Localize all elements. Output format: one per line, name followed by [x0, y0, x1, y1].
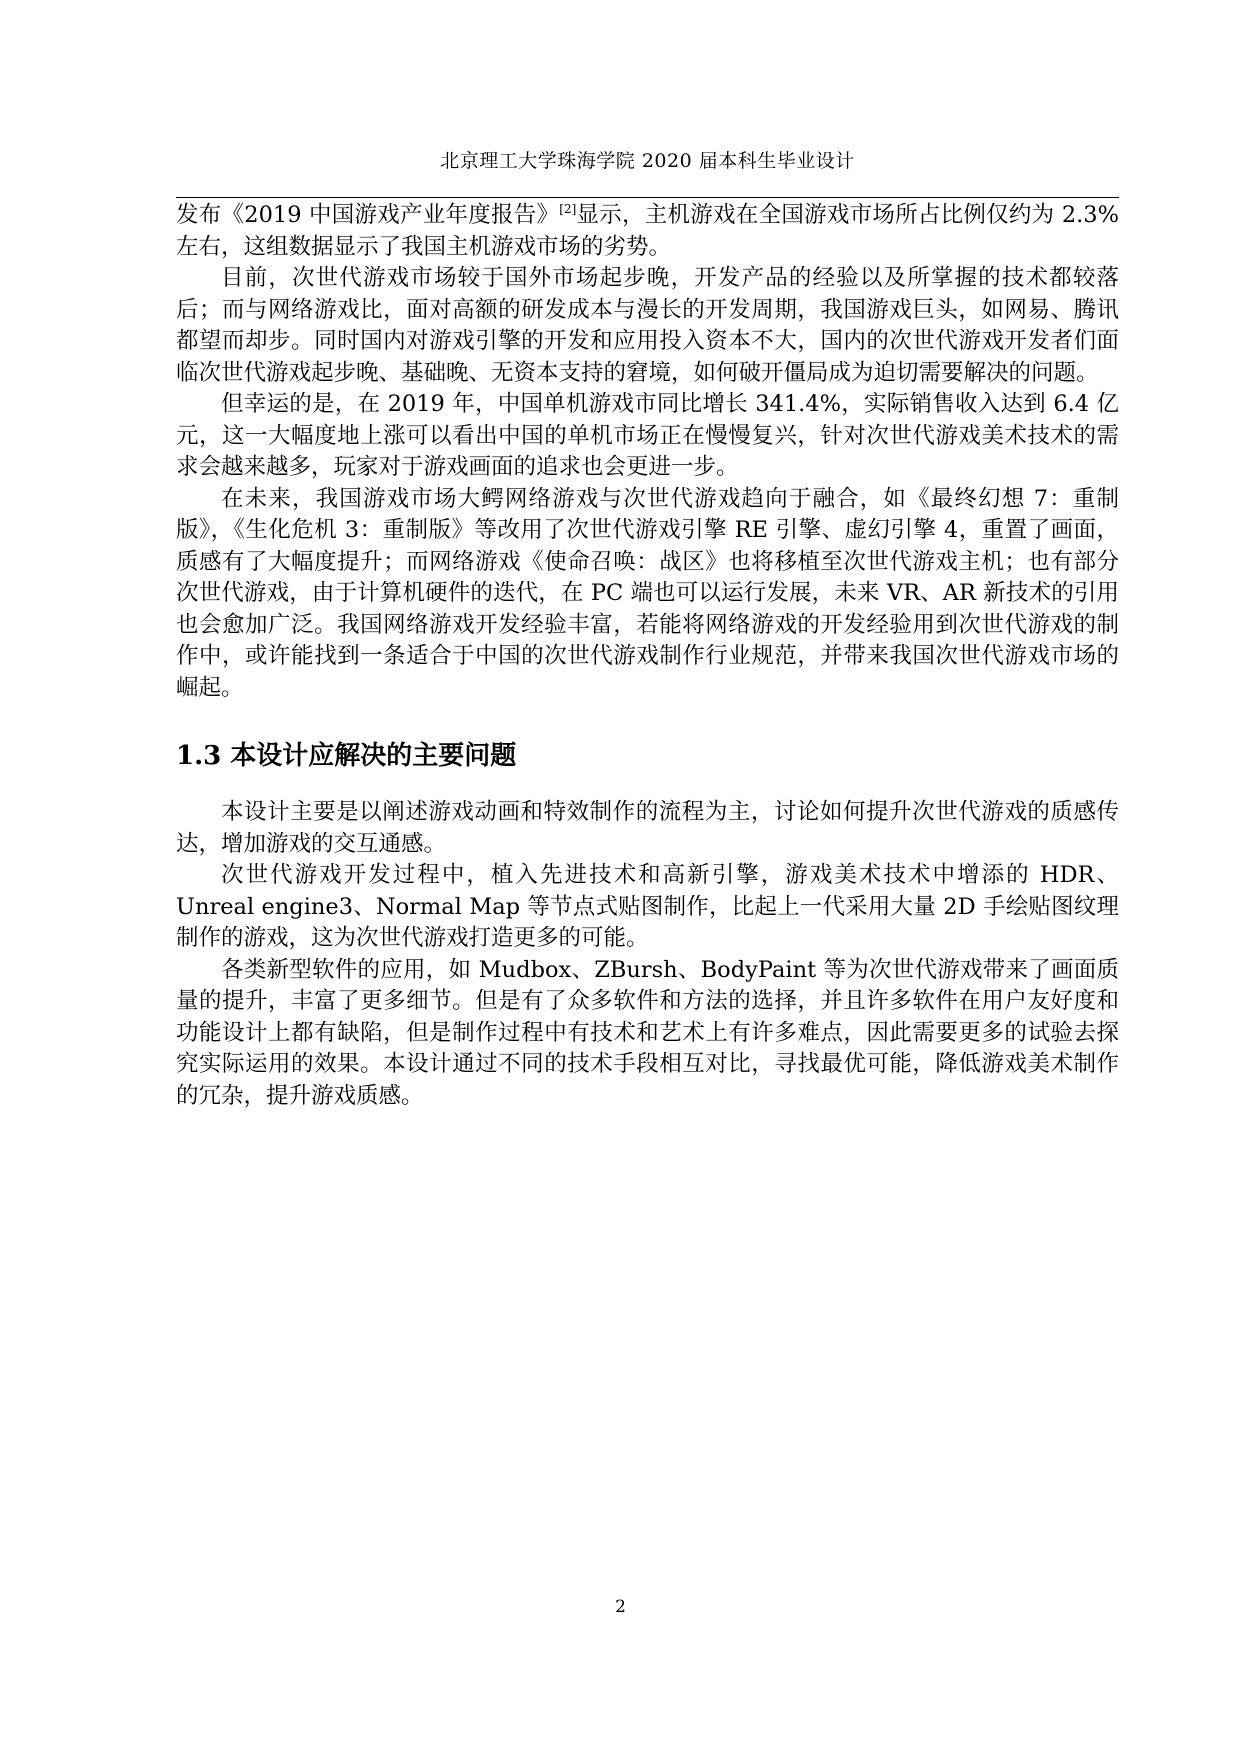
page-number: 2	[615, 1597, 626, 1617]
page-body	[176, 200, 1119, 1112]
section-paragraph-2: 次世代游戏开发过程中，植入先进技术和高新引擎，游戏美术技术中增添的 HDR、Unreal engine3、Normal Map 等节点式贴图制作，比起上一代采用大量 2D 手绘贴图纹理制作的游戏，这为次世代游戏打造更多的可能。	[176, 862, 1119, 951]
intro-paragraph-1	[176, 200, 1119, 263]
intro-paragraph-4: 在未来，我国游戏市场大鳄网络游戏与次世代游戏趋向于融合，如《最终幻想 7：重制版》，《生化危机 3：重制版》等改用了次世代游戏引擎 RE 引擎、虚幻引擎 4，重置了画面，质感有了大幅度提升；而网络游戏《使命召唤：战区》也将移植至次世代游戏主机；也有部分次世代游戏，由于计算机硬件的迭代，在 PC 端也可以运行发展，未来 VR、AR 新技术的引用也会愈加广泛。我国网络游戏开发经验丰富，若能将网络游戏的开发经验用到次世代游戏的制作中，或许能找到一条适合于中国的次世代游戏制作行业规范，并带来我国次世代游戏市场的崛起。	[176, 485, 1119, 701]
section-paragraph-1: 本设计主要是以阐述游戏动画和特效制作的流程为主，讨论如何提升次世代游戏的质感传达，增加游戏的交互通感。	[176, 799, 1119, 857]
citation-reference: [2]	[559, 202, 577, 216]
running-header: 北京理工大学珠海学院 2020 届本科生毕业设计	[440, 150, 855, 172]
intro-paragraph-2: 目前，次世代游戏市场较于国外市场起步晚，开发产品的经验以及所掌握的技术都较落后；而与网络游戏比，面对高额的研发成本与漫长的开发周期，我国游戏巨头，如网易、腾讯都望而却步。同时国内对游戏引擎的开发和应用投入资本不大，国内的次世代游戏开发者们面临次世代游戏起步晚、基础晚、无资本支持的窘境，如何破开僵局成为迫切需要解决的问题。	[176, 265, 1119, 386]
intro-paragraph-1-text-b: 显示，主机游戏在全国游戏市场所占比例仅约为 2.3%左右，这组数据显示了我国主机游戏市场的劣势。	[176, 202, 1119, 260]
section-heading: 1.3 本设计应解决的主要问题	[176, 741, 517, 771]
header-divider	[176, 197, 1119, 198]
section-paragraph-3: 各类新型软件的应用，如 Mudbox、ZBursh、BodyPaint 等为次世代游戏带来了画面质量的提升，丰富了更多细节。但是有了众多软件和方法的选择，并且许多软件在用户友好度和功能设计上都有缺陷，但是制作过程中有技术和艺术上有许多难点，因此需要更多的试验去探究实际运用的效果。本设计通过不同的技术手段相互对比，寻找最优可能，降低游戏美术制作的冗杂，提升游戏质感。	[176, 956, 1119, 1109]
intro-paragraph-3: 但幸运的是，在 2019 年，中国单机游戏市同比增长 341.4%，实际销售收入达到 6.4 亿元，这一大幅度地上涨可以看出中国的单机市场正在慢慢复兴，针对次世代游戏美术技术的需求会越来越多，玩家对于游戏画面的追求也会更进一步。	[176, 391, 1119, 480]
intro-paragraph-1-text-a: 发布《2019 中国游戏产业年度报告》	[176, 202, 560, 228]
